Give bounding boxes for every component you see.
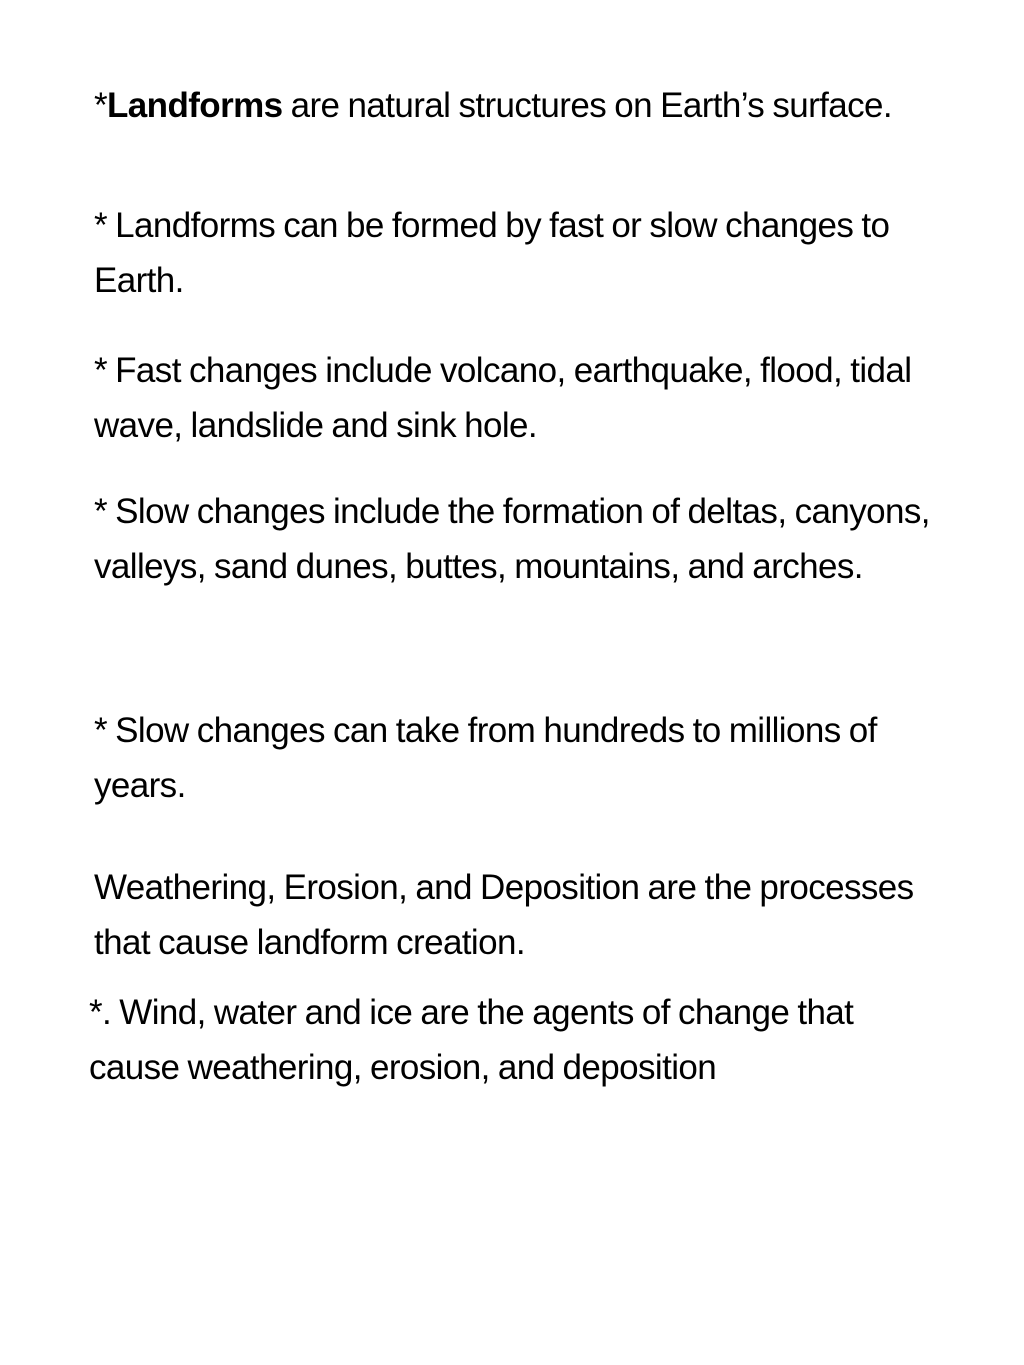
paragraph-fast-or-slow: * Landforms can be formed by fast or slow changes to Earth. [94, 206, 890, 300]
paragraph-processes: Weathering, Erosion, and Deposition are the processes that cause landform creation. [94, 868, 914, 962]
paragraph-fast-changes: * Fast changes include volcano, earthquake, flood, tidal wave, landslide and sink hole. [94, 351, 912, 445]
paragraph-landforms-definition [94, 78, 934, 133]
paragraph-slow-changes: * Slow changes include the formation of deltas, canyons, valleys, sand dunes, buttes, mountains, and arches. [94, 492, 930, 586]
definition-text: are natural structures on Earth’s surface. [282, 86, 893, 125]
paragraph-slow-changes-duration: * Slow changes can take from hundreds to millions of years. [94, 711, 877, 805]
bullet-asterisk: * [94, 86, 108, 125]
bold-term-landforms: Landforms [107, 86, 283, 125]
paragraph-agents-of-change: *. Wind, water and ice are the agents of change that cause weathering, erosion, and deposition [89, 993, 854, 1087]
